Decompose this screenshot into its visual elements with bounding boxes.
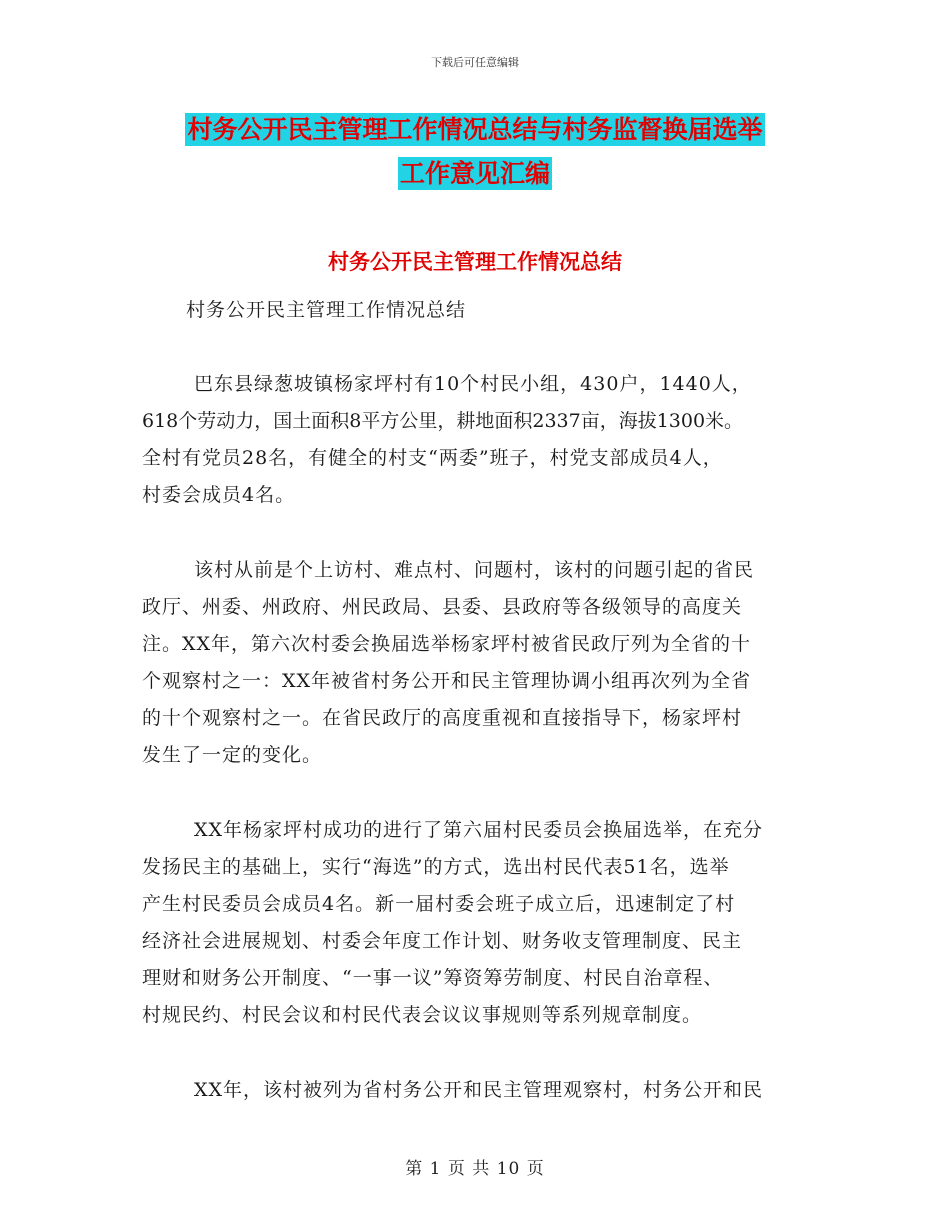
paragraph-2-line-5: 的十个观察村之一。在省民政厅的高度重视和直接指导下，杨家坪村 [142, 707, 743, 729]
paragraph-1-line-3: 全村有党员28名，有健全的村支“两委”班子，村党支部成员4人， [142, 447, 723, 469]
paragraph-2-line-2: 政厅、州委、州政府、州民政局、县委、县政府等各级领导的高度关 [142, 596, 743, 618]
header-note: 下载后可任意编辑 [431, 56, 519, 69]
section-title: 村务公开民主管理工作情况总结 [328, 250, 622, 274]
paragraph-4-line-1: XX年，该村被列为省村务公开和民主管理观察村，村务公开和民 [194, 1079, 764, 1101]
paragraph-3-line-3: 产生村民委员会成员4名。新一届村委会班子成立后，迅速制定了村 [142, 893, 736, 915]
paragraph-2-line-3: 注。XX年，第六次村委会换届选举杨家坪村被省民政厅列为全省的十 [142, 633, 752, 655]
document-title-line-1 [0, 108, 950, 152]
title-highlight-2: 工作意见汇编 [399, 159, 550, 188]
section-subtitle: 村务公开民主管理工作情况总结 [186, 299, 467, 321]
paragraph-1-line-4: 村委会成员4名。 [142, 484, 296, 506]
title-highlight-1: 村务公开民主管理工作情况总结与村务监督换届选举 [187, 115, 763, 144]
paragraph-3-line-2: 发扬民主的基础上，实行“海选”的方式，选出村民代表51名，选举 [142, 856, 730, 878]
paragraph-1-line-1: 巴东县绿葱坡镇杨家坪村有10个村民小组，430户，1440人， [194, 373, 752, 395]
paragraph-3-line-6: 村规民约、村民会议和村民代表会议议事规则等系列规章制度。 [142, 1004, 703, 1026]
paragraph-3-line-5: 理财和财务公开制度、“一事一议”筹资筹劳制度、村民自治章程、 [142, 967, 724, 989]
paragraph-3-line-4: 经济社会进展规划、村委会年度工作计划、财务收支管理制度、民主 [142, 930, 743, 952]
paragraph-2-line-6: 发生了一定的变化。 [142, 744, 323, 766]
paragraph-2-line-1: 该村从前是个上访村、难点村、问题村，该村的问题引起的省民 [194, 559, 755, 581]
paragraph-3-line-1: XX年杨家坪村成功的进行了第六届村民委员会换届选举，在充分 [194, 819, 764, 841]
paragraph-2-line-4: 个观察村之一：XX年被省村务公开和民主管理协调小组再次列为全省 [142, 670, 752, 692]
paragraph-1-line-2: 618个劳动力，国土面积8平方公里，耕地面积2337亩，海拔1300米。 [142, 410, 744, 432]
document-title-line-2 [0, 152, 950, 196]
page-footer: 第 1 页 共 10 页 [405, 1159, 545, 1179]
